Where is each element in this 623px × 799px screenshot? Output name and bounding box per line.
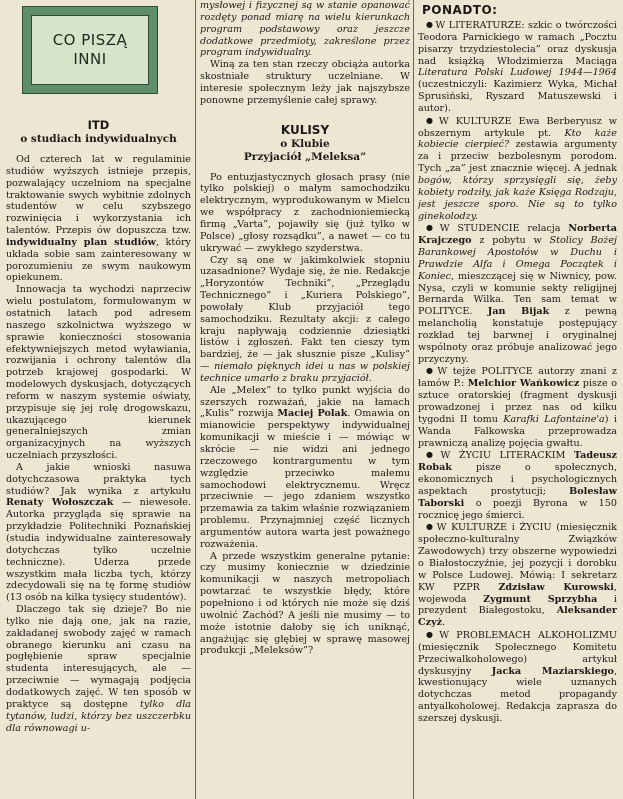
text-run: , wojewoda xyxy=(418,581,617,605)
italic-text: bogów, którzy sprzysięgli się, żeby kobiety rodziły, jak każe Księga Rodzaju, jest jeszcze sporo. Nie są to tylko ginekolodzy. xyxy=(418,174,617,222)
bold-text: Jacka Maziarskiego xyxy=(491,665,614,677)
text-run: zestawia argumenty za i przeciw bezbolesnym porodom. Tych „za” jest znacznie więcej. A jednak xyxy=(418,139,617,175)
ponadto-item xyxy=(418,19,617,115)
ponadto-item xyxy=(418,222,617,365)
paragraph xyxy=(200,385,410,551)
italic-text: Kto każe kobiecie cierpieć? xyxy=(418,127,617,151)
bold-text: Norberta Krajczego xyxy=(418,223,617,247)
ponadto-list xyxy=(418,19,617,725)
italic-text: Literatura Polski Ludowej 1944—1964 xyxy=(418,67,617,79)
kulisy-article-body xyxy=(200,172,410,658)
logo-line-2: INNI xyxy=(73,50,107,68)
text-run: z pewną melancholią konstatuje postępujący rozkład tej barwnej i oryginalnej wspólnoty oraz próbuje analizować jego przyczyny. xyxy=(418,306,617,365)
text-run: W STUDENCIE relacja xyxy=(439,223,569,235)
text-run: A jakie wnioski nasuwa dotychczasowa praktyka tych studiów? Jak wynika z artykułu xyxy=(6,461,191,497)
text-run: W PROBLEMACH ALKOHOLIZMU (miesięcznik Społecznego Komitetu Przeciwalkoholowego) artykuł dyskusyjny xyxy=(418,630,617,677)
itd-subtitle: o studiach indywidualnych xyxy=(20,133,177,145)
bullet-icon: ● xyxy=(426,20,434,29)
column-itd xyxy=(6,0,191,799)
paragraph xyxy=(418,365,617,449)
text-run: A przede wszystkim generalne pytanie: czy musimy koniecznie w dziedzinie komunikacji w naszych metropoliach powtarzać te wszystkie błędy, które popełniono i od których nie może się dziś uwolnić Zachód? A jeśli nie musimy — to może istotnie dałoby się ich uniknąć, angażując się głębiej w sprawę masowej produkcji „Meleksów”? xyxy=(200,550,410,657)
column-rule xyxy=(195,0,196,799)
paragraph xyxy=(418,629,617,725)
text-run: i prezydent Białegostoku, xyxy=(418,593,617,617)
paragraph xyxy=(6,604,191,734)
ponadto-item xyxy=(418,365,617,449)
bold-text: Melchior Wańkowicz xyxy=(467,378,580,390)
section-logo-label xyxy=(31,15,149,85)
text-run: Czy są one w jakimkolwiek stopniu uzasadnione? Wydaje się, że nie. Redakcje „Horyzontów Techniki”, „Przeglądu Technicznego” i „Kuriera Polskiego”, powołały Klub przyjaciół tego samochodziku. Rezultaty akcji: z całego kraju napływają codziennie dziesiątki listów i zgłoszeń. Fakt ten cieszy tym bardziej, że — jak słusznie pisze „Kulisy” — xyxy=(200,254,410,373)
italic-text: Stolicy Bożej Barankowej Apostołów w Duchu i Prawdzie Alfa i Omega Początek i Koniec xyxy=(418,235,617,282)
bold-text: indywidualny plan studiów xyxy=(6,236,156,248)
text-run: pisze o społecznych, ekonomicznych i psychologicznych aspektach prostytucji; xyxy=(418,462,617,497)
bold-text: Maciej Polak xyxy=(277,408,348,420)
text-run: Od czterech lat w regulaminie studiów wyższych istnieje przepis, pozwalający uczelniom na specjalne traktowanie swych wybitnie zdolnych studentów w celu szybszego rozwinięcia i wykorzystania ich talentów. Przepis ów dopuszcza tzw. xyxy=(6,154,191,237)
paragraph xyxy=(418,521,617,629)
text-run: (uczestniczyli: Kazimierz Wyka, Michał Sprusiński, Ryszard Matuszewski i autor). xyxy=(418,79,617,114)
bold-text: Zygmunt Sprzybha xyxy=(483,593,598,605)
paragraph xyxy=(200,59,410,106)
text-run: pisze o sztuce oratorskiej (fragment dyskusji prowadzonej i przez nas od kilku tygodni II tomu xyxy=(418,378,617,425)
text-run: Po entuzjastycznych głosach prasy (nie tylko polskiej) o małym samochodziku elektrycznym, wyprodukowanym w Mielcu we współpracy z zachodnioniemiecką firmą „Varta”, pojawiły się (już tylko w Polsce) „głosy rozsądku”, a nawet — co tu ukrywać — zwykłego szyderstwa. xyxy=(200,171,410,254)
text-run: . xyxy=(442,617,446,629)
ponadto-item xyxy=(418,449,617,521)
text-run: W LITERATURZE: szkic o twórczości Teodora Parnickiego w ramach „Pocztu pisarzy trzydziestolecia” oraz dyskusja nad książką Włodzimierza Maciąga xyxy=(418,20,617,67)
text-run: z pobytu w xyxy=(471,235,550,247)
bullet-icon: ● xyxy=(426,522,435,532)
section-logo xyxy=(22,6,158,94)
text-run: , który układa sobie sam zainteresowany w porozumieniu ze swym naukowym opiekunem. xyxy=(6,236,191,284)
bold-text: Aleksander Czyż xyxy=(418,605,617,629)
bullet-icon: ● xyxy=(426,630,438,640)
itd-continuation xyxy=(200,0,410,107)
paragraph xyxy=(418,115,617,223)
bold-text: Tadeusz Robak xyxy=(418,450,617,474)
paragraph xyxy=(200,172,410,255)
ponadto-item xyxy=(418,521,617,629)
bold-text: Bolesław Taborski xyxy=(418,485,617,509)
kulisy-subtitle-2: Przyjaciół „Meleksa” xyxy=(243,150,367,163)
bullet-icon: ● xyxy=(426,450,439,460)
ponadto-item xyxy=(418,115,617,223)
text-run: ) i Wanda Falkowska przeprowadza prawniczą analizę pojęcia gwałtu. xyxy=(418,413,617,449)
text-run: , kwestionujący wiele uznanych dotychczas metod propagandy antyalkoholowej. Redakcja zaprasza do szerszej dyskusji. xyxy=(418,665,617,724)
paragraph xyxy=(200,551,410,658)
bold-text: Zdzisław Kurowski xyxy=(498,581,614,593)
text-run: o poezji Byrona w 150 rocznicę jego śmierci. xyxy=(418,497,617,521)
bold-text: Renaty Wołoszczak xyxy=(6,497,114,509)
text-run: W tejże POLITYCE autorzy znani z łamów P.: xyxy=(418,366,617,390)
column-kulisy xyxy=(200,0,410,799)
bullet-icon: ● xyxy=(426,115,437,125)
ponadto-heading: PONADTO: xyxy=(422,3,498,17)
bold-text: Jan Bijak xyxy=(487,306,550,318)
text-run: Winą za ten stan rzeczy obciąża autorka skostniałe struktury uczelniane. W interesie społecznym leży jak najszybsze ponowne przemyślenie całej sprawy. xyxy=(200,59,410,106)
text-run: Dlaczego tak się dzieje? Bo nie tylko nie dają one, jak na razie, zakładanej swobody zajęć w ramach obranego kierunku ani czasu na pogłębienie spraw specjalnie studenta interesujących, ale — przeciwnie — wymagają podjęcia dodatkowych zajęć. W ten sposób w praktyce są dostępne xyxy=(6,604,191,710)
bullet-icon: ● xyxy=(426,223,438,233)
text-run: . Omawia on mianowicie perspektywy indywidualnej komunikacji w mieście i — mówiąc w skrócie — nie widzi ani jednego rzeczowego kontrargumentu w tym względzie przeciwko małemu samochodowi elektrycznemu. Wręcz przeciwnie — jego zdaniem wszystko przemawia za takim właśnie rozwiązaniem problemu. Przynajmniej część licznych argumentów autora warta jest poważnego rozważenia. xyxy=(200,408,410,550)
text-run: W ŻYCIU LITERACKIM xyxy=(440,450,574,462)
text-run: . xyxy=(368,372,372,384)
paragraph xyxy=(418,222,617,365)
text-run: Ale „Melex” to tylko punkt wyjścia do szerszych rozważań, jakie na łamach „Kulis” rozwija xyxy=(200,384,410,420)
paragraph xyxy=(6,154,191,284)
paragraph xyxy=(418,19,617,115)
text-run: — niewesołe. Autorka przygląda się sprawie na przykładzie Politechniki Poznańskiej (studia indywidualne zainteresowały dotychczas tylko uczelnie techniczne). Uderza przede wszystkim mała liczba tych, którzy zdecydowali się na tę formę studiów (13 osób na kilka tysięcy studentów). xyxy=(6,497,191,604)
paragraph xyxy=(200,255,410,385)
itd-kicker: ITD xyxy=(87,118,110,132)
italic-text: niemało pięknych idei u nas w polskiej technice umarło z braku przyjaciół xyxy=(200,361,410,384)
paragraph xyxy=(6,462,191,604)
text-run: W KULTURZE Ewa Berberyusz w obszernym artykule pt. xyxy=(418,115,617,139)
kulisy-subtitle-1: o Klubie xyxy=(280,137,330,150)
logo-line-1: CO PISZĄ xyxy=(52,31,128,49)
text-run: W KULTURZE i ŻYCIU (miesięcznik społeczno-kulturalny Związków Zawodowych) trzy obszerne wypowiedzi o Białostoczyźnie, jej pozycji i dorobku w Polsce Ludowej. Mówią: I sekretarz KW PZPR xyxy=(418,522,617,593)
itd-article-body xyxy=(6,154,191,734)
column-ponadto xyxy=(418,0,617,799)
italic-text: tylko dla tytanów, ludzi, którzy bez uszczerbku dla równowagi u- xyxy=(6,698,191,734)
text-run: , mieszczącej się w Niwnicy, pow. Nysa, czyli w komunie sekty religijnej Bernarda Wilka. Ten sam temat w POLITYCE. xyxy=(418,270,617,318)
paragraph xyxy=(6,284,191,462)
italic-text: mysłowej i fizycznej są w stanie opanować rozdęty ponad miarę na wielu kierunkach program podstawowy oraz jeszcze dodatkowe przedmioty, zakreślone przez program indywidualny. xyxy=(200,0,410,59)
column-rule xyxy=(413,0,414,799)
text-run: Innowacja ta wychodzi naprzeciw wielu postulatom, formułowanym w ostatnich latach pod adresem naszego szkolnictwa wyższego w sprawie konieczności stosowania efektywniejszych metod wyławiania, rozwijania i ochrony talentów dla potrzeb krajowej gospodarki. W modelowych dyskusjach, dotyczących reform w naszym systemie oświaty, przypisuje się jej rolę drogowskazu, ukazującego kierunek generalniejszych zmian organizacyjnych na wyższych uczelniach przyszłości. xyxy=(6,284,191,462)
ponadto-item xyxy=(418,629,617,725)
bullet-icon: ● xyxy=(426,366,436,376)
paragraph xyxy=(200,0,410,59)
kulisy-kicker: KULISY xyxy=(280,122,330,137)
italic-text: Karafki Lafontaine'a xyxy=(503,413,605,425)
paragraph xyxy=(418,449,617,521)
